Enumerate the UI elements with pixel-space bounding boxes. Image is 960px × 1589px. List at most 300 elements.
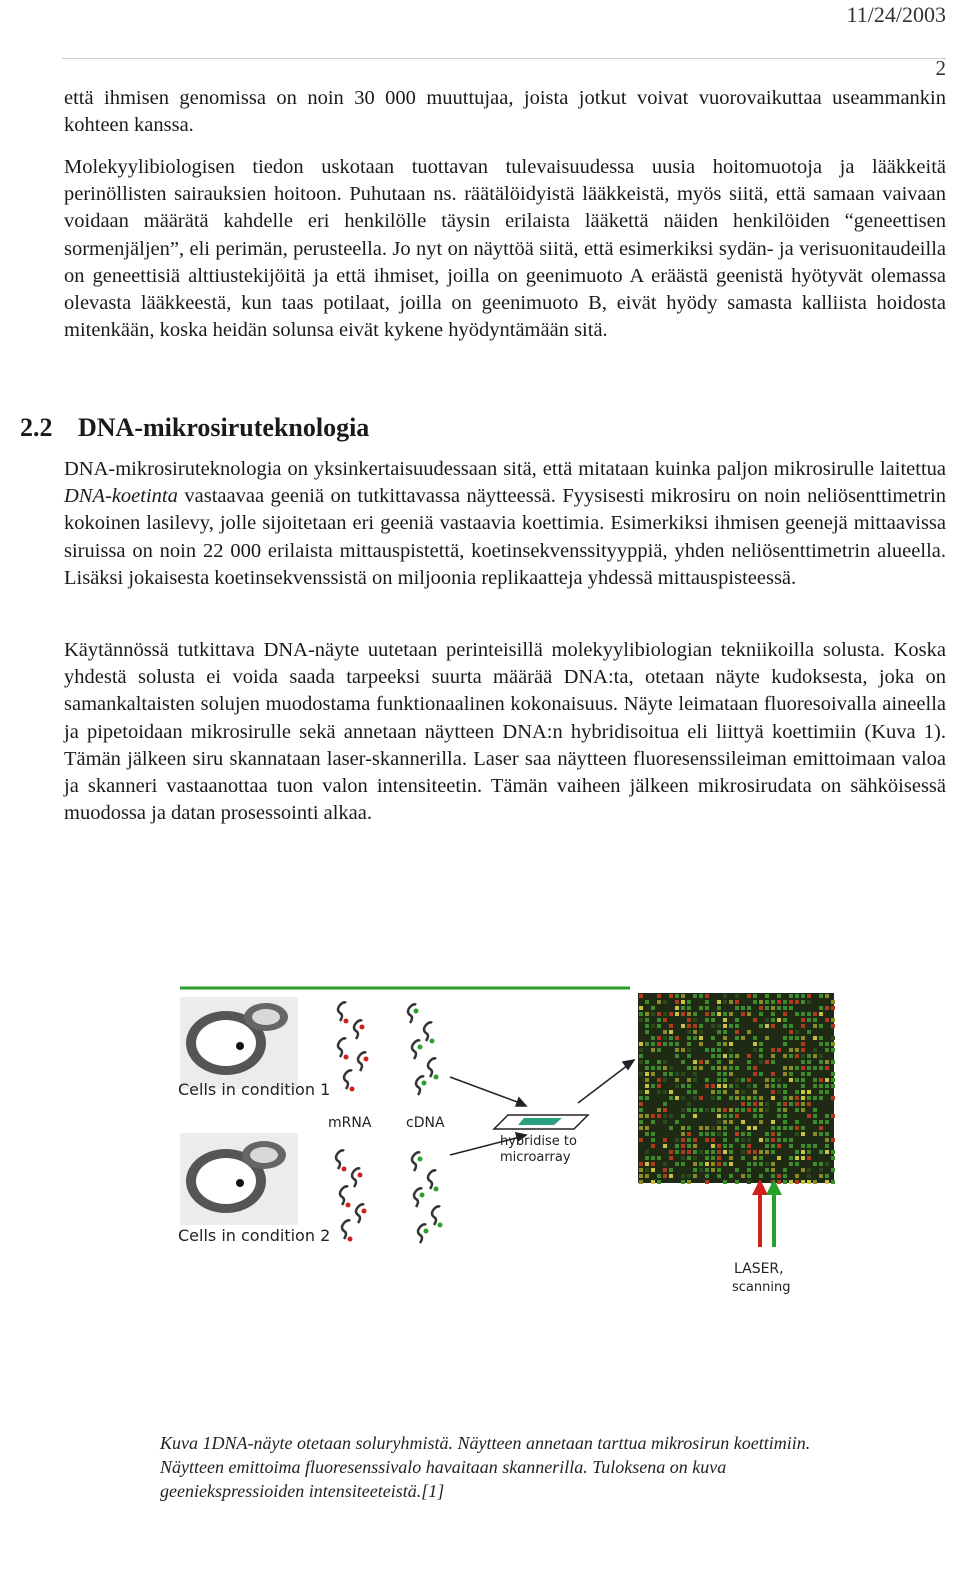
microarray-spot [777, 1156, 781, 1160]
microarray-spot [753, 1090, 757, 1094]
microarray-spot [657, 1066, 661, 1070]
microarray-spot [687, 1012, 691, 1016]
microarray-spot [681, 1072, 685, 1076]
microarray-spot [723, 1030, 727, 1034]
microarray-spot [771, 1144, 775, 1148]
microarray-spot [687, 1174, 691, 1178]
microarray-spot [735, 1132, 739, 1136]
microarray-spot [645, 1042, 649, 1046]
microarray-spot [777, 1078, 781, 1082]
microarray-spot [729, 1084, 733, 1088]
microarray-spot [681, 994, 685, 998]
microarray-spot [687, 1156, 691, 1160]
microarray-spot [747, 1054, 751, 1058]
microarray-spot [639, 1054, 643, 1058]
microarray-spot [681, 1180, 685, 1184]
microarray-spot [663, 1000, 667, 1004]
microarray-spot [687, 1138, 691, 1142]
microarray-spot [687, 1102, 691, 1106]
microarray-spot [789, 1162, 793, 1166]
microarray-spot [675, 1072, 679, 1076]
microarray-spot [717, 1090, 721, 1094]
microarray-spot [783, 1072, 787, 1076]
microarray-spot [741, 1102, 745, 1106]
microarray-spot [675, 1150, 679, 1154]
microarray-spot [723, 1108, 727, 1112]
microarray-spot [711, 1162, 715, 1166]
microarray-spot [747, 1012, 751, 1016]
microarray-spot [819, 1066, 823, 1070]
molecule-strand [338, 1002, 346, 1021]
microarray-spot [783, 1054, 787, 1058]
microarray-spot [663, 1030, 667, 1034]
microarray-spot [705, 1132, 709, 1136]
microarray-spot [825, 1144, 829, 1148]
microarray-spot [765, 1000, 769, 1004]
laser-label: LASER, [734, 1261, 784, 1277]
microarray-spot [687, 1090, 691, 1094]
microarray-scan-image [638, 993, 835, 1184]
microarray-spot [657, 1078, 661, 1082]
microarray-spot [771, 1012, 775, 1016]
microarray-spot [681, 1114, 685, 1118]
microarray-spot [825, 1174, 829, 1178]
microarray-spot [801, 1072, 805, 1076]
microarray-spot [729, 1144, 733, 1148]
microarray-spot [813, 1048, 817, 1052]
microarray-spot [711, 1132, 715, 1136]
molecule-label-dot [342, 1167, 347, 1172]
microarray-spot [765, 1108, 769, 1112]
microarray-spot [693, 1108, 697, 1112]
microarray-spot [771, 1138, 775, 1142]
microarray-spot [675, 1054, 679, 1058]
microarray-spot [657, 1090, 661, 1094]
paragraph-3-text [64, 456, 946, 592]
microarray-spot [801, 994, 805, 998]
microarray-spot [639, 1006, 643, 1010]
microarray-spot [771, 1006, 775, 1010]
microarray-spot [741, 1108, 745, 1112]
microarray-spot [819, 1078, 823, 1082]
microarray-spot [741, 1120, 745, 1124]
microarray-spot [693, 1168, 697, 1172]
microarray-spot [735, 1180, 739, 1184]
microarray-spot [657, 1018, 661, 1022]
microarray-spot [765, 1150, 769, 1154]
microarray-spot [771, 1024, 775, 1028]
microarray-spot [717, 1126, 721, 1130]
microarray-spot [801, 1018, 805, 1022]
molecule-label-dot [418, 1157, 423, 1162]
figure-caption: Kuva 1DNA-näyte otetaan soluryhmistä. Näytteen annetaan tarttua mikrosirun koettimiin. Näytteen emittoima fluoresenssivalo havaitaan skannerilla. Tuloksena on kuva geeniekspressioiden intensiteeteistä.[1] [160, 1433, 811, 1501]
microarray-spot [723, 1054, 727, 1058]
microarray-spot [795, 1174, 799, 1178]
microarray-spot [723, 1126, 727, 1130]
microarray-spot [687, 1030, 691, 1034]
microarray-spot [807, 1012, 811, 1016]
microarray-spot [711, 1090, 715, 1094]
microarray-spot [651, 1036, 655, 1040]
microarray-spot [651, 1066, 655, 1070]
microarray-spot [771, 1090, 775, 1094]
microarray-spot [801, 1066, 805, 1070]
microarray-spot [801, 1036, 805, 1040]
section-heading [20, 413, 369, 443]
microarray-spot [669, 1114, 673, 1118]
microarray-spot [783, 1018, 787, 1022]
microarray-spot [693, 1024, 697, 1028]
microarray-spot [795, 1156, 799, 1160]
microarray-spot [681, 1138, 685, 1142]
microarray-spot [687, 1108, 691, 1112]
microarray-spot [819, 1090, 823, 1094]
microarray-spot [789, 1138, 793, 1142]
microarray-spot [657, 1042, 661, 1046]
microarray-spot [687, 1042, 691, 1046]
paragraph-3-part-1: DNA-mikrosiruteknologia on yksinkertaisuudessaan sitä, että mitataan kuinka paljon mikrosirulle laitettua [64, 458, 946, 480]
microarray-spot [831, 1150, 835, 1154]
microarray-spot [705, 1126, 709, 1130]
molecule-strand [336, 1150, 344, 1169]
microarray-spot [753, 1114, 757, 1118]
hybridise-label-1: hybridise to [500, 1134, 577, 1149]
microarray-spot [747, 1132, 751, 1136]
microarray-spot [825, 1150, 829, 1154]
microarray-spot [735, 1084, 739, 1088]
microarray-spot [807, 1054, 811, 1058]
microarray-spot [825, 1066, 829, 1070]
microarray-spot [723, 1114, 727, 1118]
microarray-spot [825, 1084, 829, 1088]
microarray-spot [801, 1042, 805, 1046]
microarray-spot [657, 1012, 661, 1016]
microarray-spot [645, 1000, 649, 1004]
microarray-spot [657, 1114, 661, 1118]
microarray-spot [795, 1036, 799, 1040]
microarray-spot [801, 1144, 805, 1148]
microarray-spot [783, 1126, 787, 1130]
microarray-spot [681, 1108, 685, 1112]
microarray-spot [645, 1024, 649, 1028]
microarray-spot [831, 1072, 835, 1076]
microarray-spot [801, 1150, 805, 1154]
molecule-strand [414, 1188, 422, 1207]
molecule-label-dot [348, 1237, 353, 1242]
microarray-spot [675, 1084, 679, 1088]
microarray-spot [765, 1078, 769, 1082]
microarray-spot [831, 1078, 835, 1082]
microarray-spot [723, 1132, 727, 1136]
microarray-spot [747, 1078, 751, 1082]
microarray-spot [717, 1120, 721, 1124]
microarray-spot [645, 1132, 649, 1136]
microarray-spot [825, 1138, 829, 1142]
molecule-label-dot [346, 1203, 351, 1208]
microarray-spot [753, 1102, 757, 1106]
microarray-spot [747, 1096, 751, 1100]
microarray-spot [747, 1138, 751, 1142]
microarray-spot [747, 1060, 751, 1064]
microarray-spot [801, 1180, 805, 1184]
microarray-spot [645, 1030, 649, 1034]
microarray-spot [669, 1072, 673, 1076]
paragraph-1-text: että ihmisen genomissa on noin 30 000 muuttujaa, joista jotkut voivat vuorovaikuttaa useammankin kohteen kanssa. [64, 87, 946, 137]
microarray-spot [747, 1108, 751, 1112]
microarray-spot [759, 1150, 763, 1154]
microarray-spot [723, 1066, 727, 1070]
microarray-spot [795, 1180, 799, 1184]
microarray-spot [723, 1162, 727, 1166]
paragraph-4 [64, 637, 946, 827]
microarray-spot [681, 1084, 685, 1088]
microarray-spot [735, 1000, 739, 1004]
microarray-spot [783, 1012, 787, 1016]
microarray-spot [765, 1024, 769, 1028]
microarray-spot [723, 1072, 727, 1076]
microarray-spot [765, 1162, 769, 1166]
microarray-spot [795, 1012, 799, 1016]
microarray-spot [729, 1024, 733, 1028]
microarray-spot [693, 1030, 697, 1034]
microarray-spot [663, 1174, 667, 1178]
microarray-spot [753, 1018, 757, 1022]
microarray-spot [753, 1156, 757, 1160]
microarray-spot [741, 1156, 745, 1160]
microarray-spot [687, 1180, 691, 1184]
microarray-spot [771, 1054, 775, 1058]
microarray-spot [813, 1054, 817, 1058]
microarray-spot [777, 1006, 781, 1010]
microarray-spot [639, 1162, 643, 1166]
molecule-label-dot [414, 1009, 419, 1014]
microarray-spot [831, 1060, 835, 1064]
molecule-label-dot [434, 1075, 439, 1080]
microarray-spot [807, 1000, 811, 1004]
microarray-spot [783, 1042, 787, 1046]
microarray-spot [759, 1024, 763, 1028]
microarray-spot [681, 1006, 685, 1010]
microarray-spot [723, 1012, 727, 1016]
microarray-spot [771, 1084, 775, 1088]
microarray-spot [711, 1144, 715, 1148]
microarray-spot [831, 1024, 835, 1028]
microarray-spot [813, 1024, 817, 1028]
microarray-spot [705, 994, 709, 998]
paragraph-3-part-2: vastaavaa geeniä on tutkittavassa näytteessä. Fyysisesti mikrosiru on noin neliösenttimetrin kokoinen lasilevy, jolle sijoitetaan eri geeniä vastaavia koettimia. Esimerkiksi ihmisen geenejä mittaavissa siruissa on noin 22 000 erilaista mittauspistettä, koetinsekvenssityyppiä, yhden neliösenttimetrin alueella. Lisäksi jokaisesta koetinsekvenssistä on miljoonia replikaatteja yhdessä mittauspisteessä. [64, 485, 946, 589]
microarray-spot [693, 1144, 697, 1148]
microarray-spot [753, 994, 757, 998]
microarray-spot [789, 1066, 793, 1070]
microarray-spot [675, 1012, 679, 1016]
microarray-spot [819, 1012, 823, 1016]
microarray-spot [693, 1090, 697, 1094]
microarray-spot [711, 1096, 715, 1100]
microarray-spot [741, 1006, 745, 1010]
microarray-spot [657, 1024, 661, 1028]
microarray-spot [711, 1150, 715, 1154]
microarray-spot [651, 1048, 655, 1052]
microarray-spot [801, 1126, 805, 1130]
microarray-spot [663, 1138, 667, 1142]
microarray-spot [759, 1120, 763, 1124]
microarray-spot [645, 1162, 649, 1166]
molecule-label-dot [438, 1223, 443, 1228]
microarray-spot [783, 1108, 787, 1112]
header-rule [62, 58, 946, 59]
microarray-spot [747, 1162, 751, 1166]
microarray-spot [747, 1174, 751, 1178]
microarray-spot [753, 1048, 757, 1052]
microarray-spot [831, 1138, 835, 1142]
microarray-spot [819, 994, 823, 998]
microarray-spot [819, 1084, 823, 1088]
microarray-spot [753, 1108, 757, 1112]
glass-slide-icon [494, 1115, 588, 1129]
microarray-spot [771, 1126, 775, 1130]
microarray-spot [705, 1078, 709, 1082]
microarray-spot [699, 994, 703, 998]
microarray-spot [699, 1006, 703, 1010]
microarray-spot [651, 1132, 655, 1136]
molecule-label-dot [344, 1055, 349, 1060]
microarray-spot [807, 994, 811, 998]
microarray-spot [639, 1096, 643, 1100]
microarray-spot [735, 1024, 739, 1028]
microarray-spot [663, 1078, 667, 1082]
microarray-spot [831, 1000, 835, 1004]
microarray-spot [651, 1180, 655, 1184]
microarray-spot [693, 994, 697, 998]
microarray-spot [747, 1084, 751, 1088]
microarray-spot [765, 1168, 769, 1172]
microarray-spot [687, 1024, 691, 1028]
microarray-spot [657, 1084, 661, 1088]
microarray-spot [783, 1174, 787, 1178]
microarray-spot [657, 1180, 661, 1184]
microarray-spot [825, 1042, 829, 1046]
microarray-spot [813, 1084, 817, 1088]
microarray-spot [687, 1006, 691, 1010]
molecule-strand [338, 1038, 346, 1057]
microarray-spot [789, 1078, 793, 1082]
microarray-spot [813, 1180, 817, 1184]
microarray-spot [831, 1018, 835, 1022]
microarray-spot [783, 1024, 787, 1028]
microarray-spot [663, 1012, 667, 1016]
microarray-spot [759, 1138, 763, 1142]
microarray-spot [639, 1012, 643, 1016]
microarray-spot [651, 1042, 655, 1046]
microarray-spot [789, 1144, 793, 1148]
microarray-spot [783, 1168, 787, 1172]
microarray-spot [747, 1102, 751, 1106]
microarray-spot [693, 1012, 697, 1016]
microarray-spot [783, 1180, 787, 1184]
microarray-spot [729, 1150, 733, 1154]
microarray-spot [813, 1096, 817, 1100]
microarray-spot [783, 1096, 787, 1100]
microarray-spot [831, 1168, 835, 1172]
microarray-spot [681, 1060, 685, 1064]
microarray-spot [711, 1048, 715, 1052]
microarray-spot [669, 1036, 673, 1040]
microarray-spot [645, 1018, 649, 1022]
microarray-spot [705, 1018, 709, 1022]
microarray-spot [801, 1024, 805, 1028]
microarray-spot [795, 1090, 799, 1094]
microarray-spot [753, 1126, 757, 1130]
microarray-spot [831, 1084, 835, 1088]
microarray-diagram [178, 985, 838, 1305]
microarray-spot [705, 1138, 709, 1142]
microarray-spot [765, 1060, 769, 1064]
microarray-spot [711, 1138, 715, 1142]
microarray-spot [771, 1162, 775, 1166]
microarray-spot [651, 1012, 655, 1016]
microarray-spot [795, 1096, 799, 1100]
microarray-spot [753, 1150, 757, 1154]
molecule-strand [432, 1206, 440, 1225]
microarray-spot [681, 1096, 685, 1100]
microarray-spot [717, 1066, 721, 1070]
microarray-spot [801, 1084, 805, 1088]
microarray-spot [681, 1048, 685, 1052]
microarray-spot [741, 1090, 745, 1094]
microarray-spot [687, 1000, 691, 1004]
microarray-spot [717, 1078, 721, 1082]
microarray-spot [795, 1030, 799, 1034]
microarray-spot [711, 1024, 715, 1028]
microarray-spot [639, 1072, 643, 1076]
microarray-spot [675, 1144, 679, 1148]
microarray-spot [651, 1072, 655, 1076]
microarray-spot [663, 1168, 667, 1172]
microarray-spot [705, 1150, 709, 1154]
header-date: 11/24/2003 [846, 2, 946, 27]
microarray-spot [735, 1018, 739, 1022]
microarray-spot [699, 1024, 703, 1028]
microarray-spot [717, 1150, 721, 1154]
microarray-spot [765, 1144, 769, 1148]
microarray-spot [693, 1036, 697, 1040]
microarray-spot [759, 1042, 763, 1046]
microarray-spot [807, 1030, 811, 1034]
microarray-spot [759, 1096, 763, 1100]
microarray-spot [717, 1168, 721, 1172]
microarray-spot [675, 1042, 679, 1046]
microarray-spot [819, 1168, 823, 1172]
microarray-spot [693, 1156, 697, 1160]
microarray-spot [789, 1030, 793, 1034]
paragraph-1 [64, 85, 946, 139]
section-number: 2.2 [20, 413, 53, 442]
microarray-spot [789, 1156, 793, 1160]
microarray-spot [777, 1114, 781, 1118]
microarray-spot [717, 1000, 721, 1004]
microarray-spot [639, 1048, 643, 1052]
microarray-spot [771, 1120, 775, 1124]
cell-image-1 [180, 997, 298, 1089]
molecule-label-dot [358, 1173, 363, 1178]
microarray-spot [741, 1078, 745, 1082]
microarray-spot [807, 1060, 811, 1064]
microarray-spot [639, 1138, 643, 1142]
microarray-spot [723, 1120, 727, 1124]
microarray-spot [723, 1042, 727, 1046]
microarray-spot [657, 1060, 661, 1064]
microarray-spot [717, 1042, 721, 1046]
